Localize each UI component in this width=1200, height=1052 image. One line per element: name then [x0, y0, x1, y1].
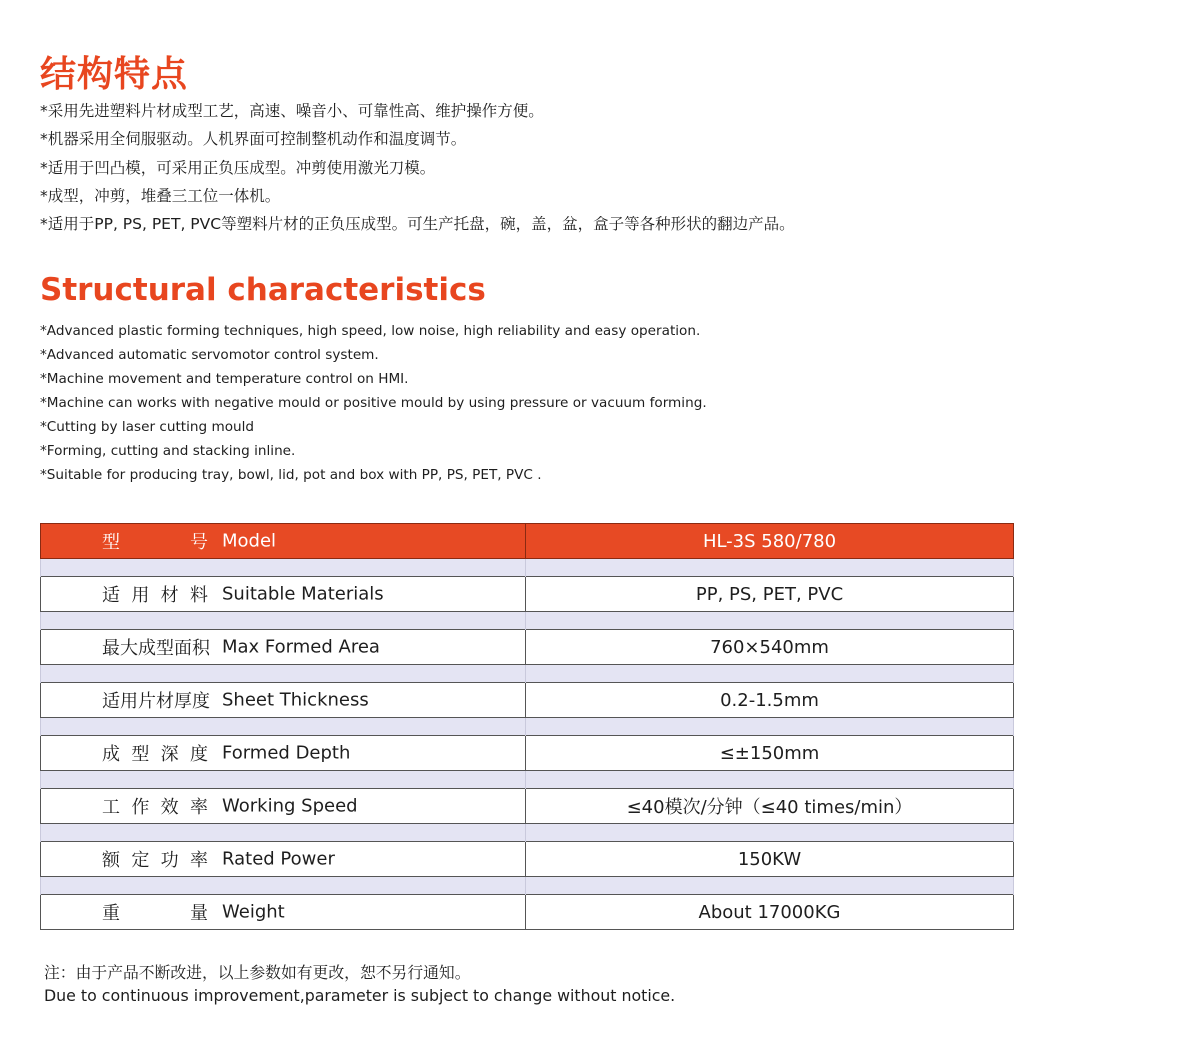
row-label-cn: 重量 — [102, 903, 208, 924]
footnote-en: Due to continuous improvement,parameter is subject to change without notice. — [44, 986, 676, 1005]
table-header-value: HL-3S 580/780 — [526, 524, 1014, 559]
list-item: *Advanced automatic servomotor control system. — [40, 347, 379, 363]
row-label-en: Weight — [222, 901, 285, 923]
row-label-cn: 型号 — [102, 532, 208, 553]
row-label-en: Sheet Thickness — [222, 689, 369, 711]
row-label-cell — [41, 577, 526, 612]
list-item: *适用于凹凸模，可采用正负压成型。冲剪使用激光刀模。 — [40, 158, 436, 177]
row-label-cell — [41, 842, 526, 877]
table-spacer-row — [41, 665, 1014, 683]
table-spacer-row — [41, 824, 1014, 842]
row-label-cn: 最大成型面积 — [102, 638, 210, 659]
row-label-en: Suitable Materials — [222, 583, 384, 605]
list-item: *Forming, cutting and stacking inline. — [40, 443, 296, 459]
table-spacer-row — [41, 718, 1014, 736]
row-value: About 17000KG — [526, 895, 1014, 930]
row-value: 0.2-1.5mm — [526, 683, 1014, 718]
row-value: 150KW — [526, 842, 1014, 877]
list-item: *适用于PP, PS, PET, PVC等塑料片材的正负压成型。可生产托盘，碗，盖，盆，盒子等各种形状的翻边产品。 — [40, 215, 795, 234]
row-label-cn: 工作效率 — [102, 797, 208, 818]
list-item: *采用先进塑料片材成型工艺，高速、噪音小、可靠性高、维护操作方便。 — [40, 102, 544, 120]
english-feature-list — [40, 319, 707, 487]
row-label-cn: 成型深度 — [102, 744, 208, 765]
table-spacer-row — [41, 559, 1014, 577]
list-item: *Suitable for producing tray, bowl, lid, pot and box with PP, PS, PET, PVC . — [40, 467, 542, 483]
footnote-cn: 注：由于产品不断改进，以上参数如有更改，恕不另行通知。 — [44, 963, 471, 982]
row-label-en: Max Formed Area — [222, 636, 380, 658]
english-section-title: Structural characteristics — [40, 272, 486, 308]
table-header-label — [41, 524, 526, 559]
list-item: *Advanced plastic forming techniques, high speed, low noise, high reliability and easy operation. — [40, 323, 701, 339]
footnote — [44, 961, 675, 1007]
row-label-cell — [41, 895, 526, 930]
table-row — [41, 630, 1014, 665]
row-label-cell — [41, 630, 526, 665]
row-value: 760×540mm — [526, 630, 1014, 665]
row-label-en: Rated Power — [222, 848, 335, 870]
row-value: ≤40模次/分钟（≤40 times/min） — [526, 789, 1014, 824]
table-spacer-row — [41, 771, 1014, 789]
list-item: *机器采用全伺服驱动。人机界面可控制整机动作和温度调节。 — [40, 130, 467, 149]
row-label-cn: 额定功率 — [102, 850, 208, 871]
chinese-feature-list — [40, 97, 795, 238]
row-label-en: Model — [222, 530, 277, 552]
row-label-en: Working Speed — [222, 795, 358, 817]
list-item: *Machine can works with negative mould or positive mould by using pressure or vacuum forming. — [40, 395, 707, 411]
table-header-row — [41, 524, 1014, 559]
list-item: *Cutting by laser cutting mould — [40, 419, 255, 435]
table-row — [41, 736, 1014, 771]
row-value: PP, PS, PET, PVC — [526, 577, 1014, 612]
row-label-cn: 适用材料 — [102, 585, 208, 606]
table-row — [41, 683, 1014, 718]
row-label-cell — [41, 683, 526, 718]
row-label-cn: 适用片材厚度 — [102, 691, 210, 712]
list-item: *Machine movement and temperature control on HMI. — [40, 371, 409, 387]
table-row — [41, 789, 1014, 824]
table-spacer-row — [41, 612, 1014, 630]
table-spacer-row — [41, 877, 1014, 895]
row-label-en: Formed Depth — [222, 742, 351, 764]
table-row — [41, 842, 1014, 877]
row-value: ≤±150mm — [526, 736, 1014, 771]
spec-table — [40, 523, 1014, 930]
list-item: *成型，冲剪，堆叠三工位一体机。 — [40, 186, 281, 205]
table-row — [41, 895, 1014, 930]
row-label-cell — [41, 736, 526, 771]
chinese-section-title: 结构特点 — [40, 54, 189, 95]
row-label-cell — [41, 789, 526, 824]
table-row — [41, 577, 1014, 612]
